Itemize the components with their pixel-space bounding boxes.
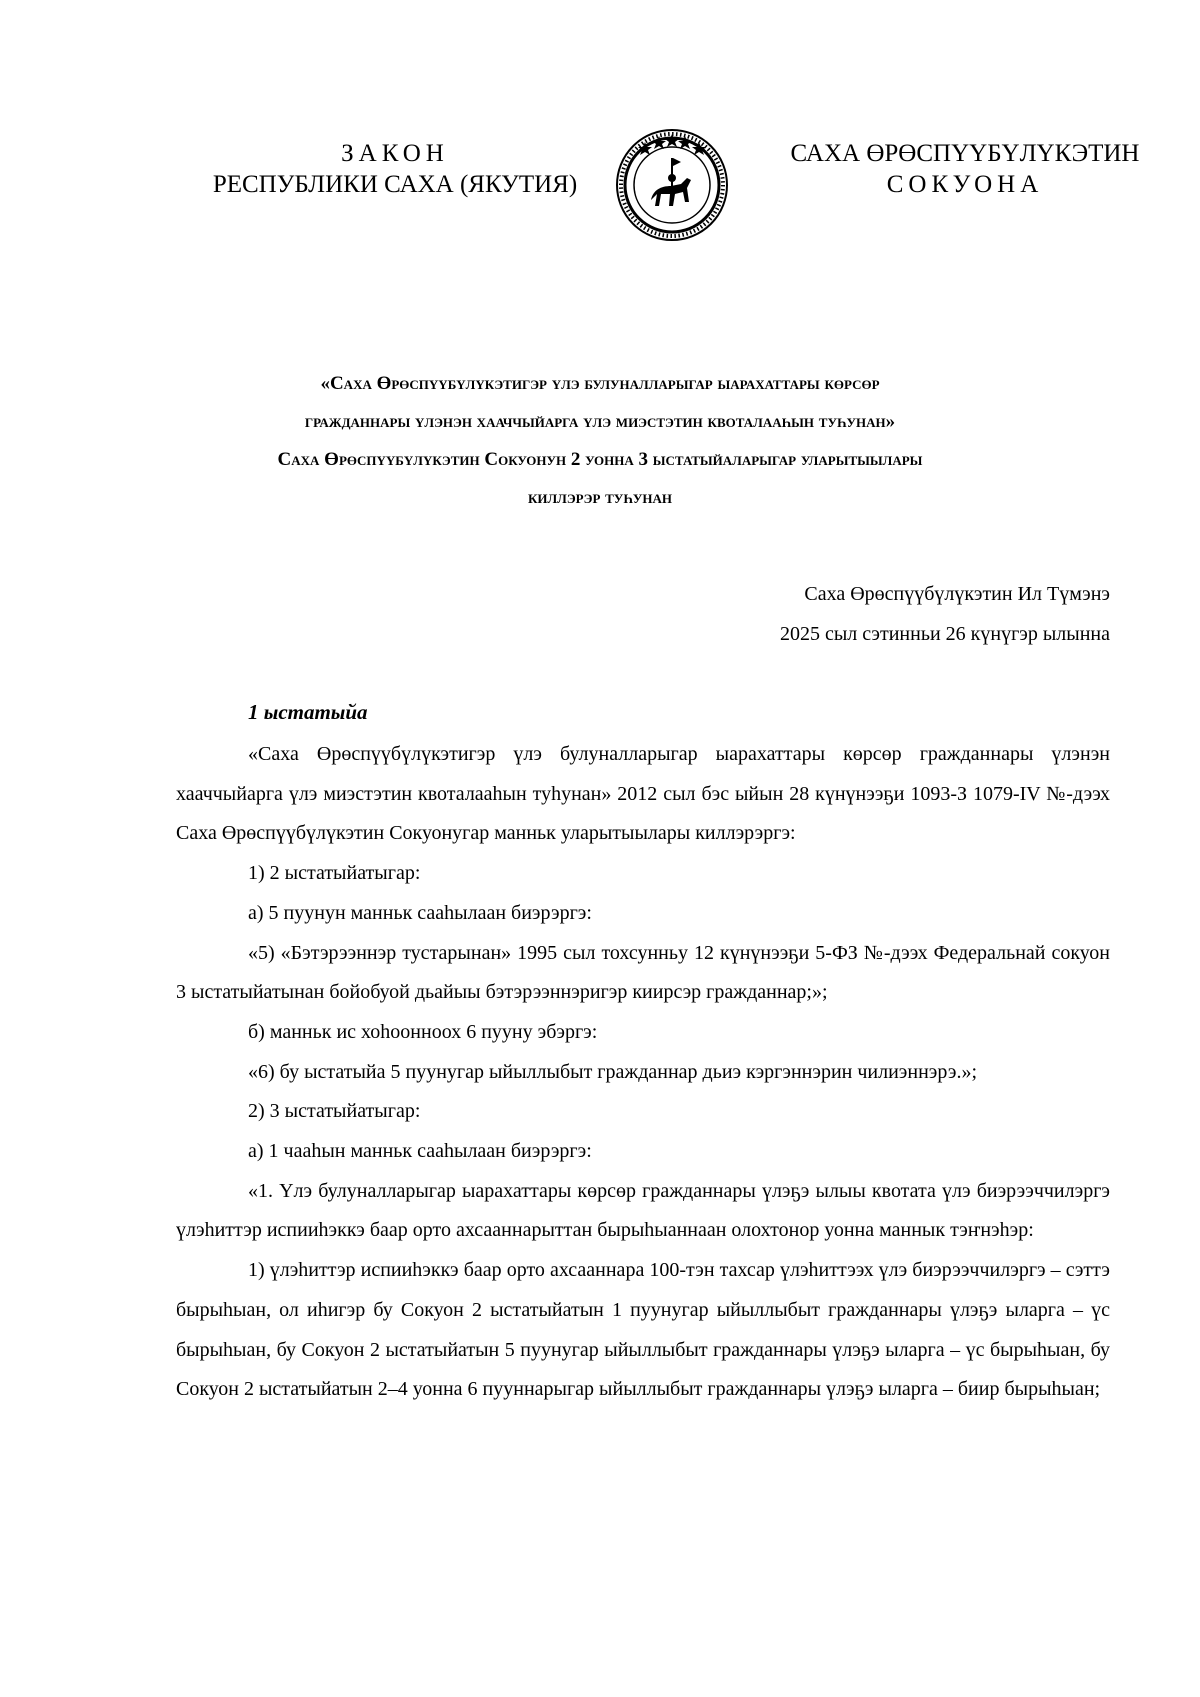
paragraph: «6) бу ыстатыйа 5 пуунугар ыйыллыбыт гражданнар дьиэ кэргэннэрин чилиэннэрэ.»; <box>248 1060 978 1083</box>
adoption-block <box>780 574 1110 654</box>
adoption-date: 2025 сыл сэтинньи 26 күнүгэр ылынна <box>779 623 1110 645</box>
header-right <box>780 138 1150 200</box>
article-body <box>176 735 1110 1410</box>
header-right-line-2: СОКУОНА <box>886 171 1044 198</box>
paragraph: 1) үлэһиттэр испииһэккэ баар орто ахсааннара 100-тэн тахсар үлэһиттээх үлэ биэрээччилэргэ – сэттэ бырыһыан, ол иһигэр бу Сокуон 2 ыстатыйатын 1 пуунугар ыйыллыбыт гражданнары үлэҕэ ыларга – үс бырыһыан, бу Сокуон 2 ыстатыйатын 5 пуунугар ыйыллыбыт гражданнары үлэҕэ ыларга – үс бырыһыан, бу Сокуон 2 ыстатыйатын 2–4 уонна 6 пууннарыгар ыйыллыбыт гражданнары үлэҕэ ыларга – биир бырыһыан; <box>176 1259 1110 1401</box>
title-line: «Саха Өрөспүүбүлүкэтигэр үлэ булуналларыгар ыарахаттары көрсөр <box>320 373 880 394</box>
paragraph: 2) 3 ыстатыйатыгар: <box>248 1100 421 1123</box>
header-right-line-1: САХА ӨРӨСПҮҮБҮЛҮКЭТИН <box>790 140 1140 167</box>
law-title <box>150 365 1050 517</box>
adopting-body: Саха Өрөспүүбүлүкэтин Ил Түмэнэ <box>804 583 1110 605</box>
paragraph: «5) «Бэтэрээннэр тустарынан» 1995 сыл тохсунньу 12 күнүнээҕи 5-ФЗ №-дээх Федеральнай сокуон 3 ыстатыйатынан бойобуой дьайыы бэтэрээннэригэр киирсэр гражданнар;»; <box>176 941 1110 1004</box>
header-left-line-1: ЗАКОН <box>341 140 449 167</box>
article-heading: 1 ыстатыйа <box>248 700 368 724</box>
paragraph: «1. Үлэ булуналларыгар ыарахаттары көрсөр гражданнары үлэҕэ ылыы квотата үлэ биэрээччилэргэ үлэһиттэр испииһэккэ баар орто ахсааннарыттан бырыһыаннаан олохтонор уонна маннык тэҥнэһэр: <box>176 1179 1110 1242</box>
header-left <box>195 138 595 200</box>
paragraph: «Саха Өрөспүүбүлүкэтигэр үлэ булуналларыгар ыарахаттары көрсөр гражданнары үлэнэн хааччыйарга үлэ миэстэтин квоталааһын туһунан» 2012 сыл бэс ыйын 28 күнүнээҕи 1093-З 1079-IV №-дээх Саха Өрөспүүбүлүкэтин Сокуонугар манньк уларытыылары киллэрэргэ: <box>176 743 1110 845</box>
paragraph: б) манньк ис хоһоонноох 6 пууну эбэргэ: <box>248 1020 598 1043</box>
paragraph: а) 1 чааһын манньк сааһылаан биэрэргэ: <box>248 1140 592 1163</box>
coat-of-arms-emblem <box>615 128 729 242</box>
header-left-line-2: РЕСПУБЛИКИ САХА (ЯКУТИЯ) <box>212 171 578 198</box>
title-line: Саха Өрөспүүбүлүкэтин Сокуонун 2 уонна 3 ыстатыйаларыгар уларытыылары <box>277 449 923 470</box>
title-line: киллэрэр туһунан <box>527 487 673 508</box>
paragraph: 1) 2 ыстатыйатыгар: <box>248 862 421 885</box>
title-line: гражданнары үлэнэн хааччыйарга үлэ миэстэтин квоталааһын туһунан» <box>304 411 896 432</box>
paragraph: а) 5 пуунун манньк сааһылаан биэрэргэ: <box>248 901 592 924</box>
